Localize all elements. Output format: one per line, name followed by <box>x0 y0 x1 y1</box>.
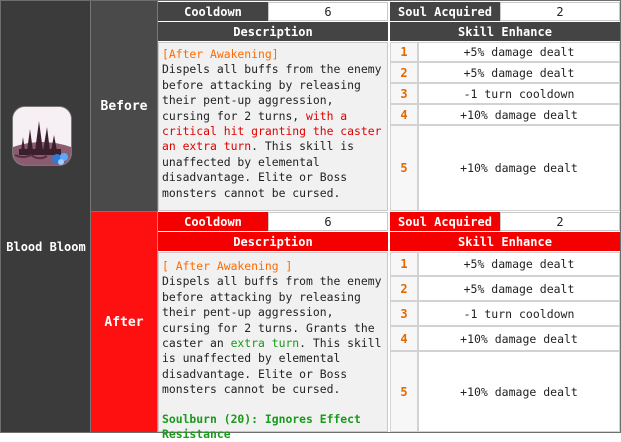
after-enhance-text-4: +10% damage dealt <box>418 326 620 351</box>
skill-icon <box>13 107 71 165</box>
before-soul-value: 2 <box>500 2 620 21</box>
after-description <box>158 252 388 442</box>
before-description <box>158 42 388 211</box>
before-enhance-header: Skill Enhance <box>390 22 620 41</box>
after-soul-value: 2 <box>500 212 620 231</box>
before-enhance-num-5: 5 <box>390 125 418 211</box>
before-desc-highlight: with a critical hit granting the caster an extra turn <box>162 108 382 154</box>
before-enhance-text-5: +10% damage dealt <box>418 125 620 211</box>
after-soulburn: Soulburn (20): Ignores Effect Resistance <box>162 411 361 442</box>
skill-name: Blood Bloom <box>6 240 86 254</box>
after-desc-title: [ After Awakening ] <box>162 259 293 273</box>
before-enhance-text-2: +5% damage dealt <box>418 62 620 83</box>
after-cooldown-value: 6 <box>268 212 388 231</box>
before-cooldown-value: 6 <box>268 2 388 21</box>
after-enhance-text-2: +5% damage dealt <box>418 276 620 301</box>
before-enhance-text-4: +10% damage dealt <box>418 104 620 125</box>
before-enhance-num-2: 2 <box>390 62 418 83</box>
castle-icon <box>13 107 71 165</box>
after-enhance-text-3: -1 turn cooldown <box>418 301 620 326</box>
before-desc-title: [After Awakening] <box>162 47 279 61</box>
before-label: Before <box>91 1 158 212</box>
before-soul-label: Soul Acquired <box>390 2 500 21</box>
after-enhance-num-5: 5 <box>390 351 418 432</box>
before-enhance-num-4: 4 <box>390 104 418 125</box>
after-enhance-text-1: +5% damage dealt <box>418 252 620 276</box>
after-enhance-header: Skill Enhance <box>390 232 620 251</box>
after-desc-highlight: extra turn <box>230 336 300 351</box>
before-desc-part2: . This skill is unaffected by elemental disadvantage. Elite or Boss monsters cannot be cursed. <box>162 139 355 200</box>
after-desc-part2: . This skill is unaffected by elemental disadvantage. Elite or Boss monsters cannot be cursed. <box>162 336 382 397</box>
before-cooldown-label: Cooldown <box>158 2 268 21</box>
after-enhance-num-2: 2 <box>390 276 418 301</box>
before-enhance-text-3: -1 turn cooldown <box>418 83 620 104</box>
skill-column <box>1 1 91 432</box>
after-soul-label: Soul Acquired <box>390 212 500 231</box>
after-description-header: Description <box>158 232 388 251</box>
after-enhance-num-1: 1 <box>390 252 418 276</box>
before-desc-part1: Dispels all buffs from the enemy before attacking by releasing their pent-up aggression, cursing for 2 turns, <box>162 62 382 123</box>
after-label: After <box>91 212 158 432</box>
after-desc-part1: Dispels all buffs from the enemy before attacking by releasing their pent-up aggression, cursing for 2 turns. Grants the caster an <box>162 274 382 351</box>
before-enhance-num-3: 3 <box>390 83 418 104</box>
after-enhance-num-3: 3 <box>390 301 418 326</box>
after-enhance-num-4: 4 <box>390 326 418 351</box>
after-cooldown-label: Cooldown <box>158 212 268 231</box>
before-enhance-text-1: +5% damage dealt <box>418 42 620 62</box>
before-enhance-num-1: 1 <box>390 42 418 62</box>
after-enhance-text-5: +10% damage dealt <box>418 351 620 432</box>
before-description-header: Description <box>158 22 388 41</box>
